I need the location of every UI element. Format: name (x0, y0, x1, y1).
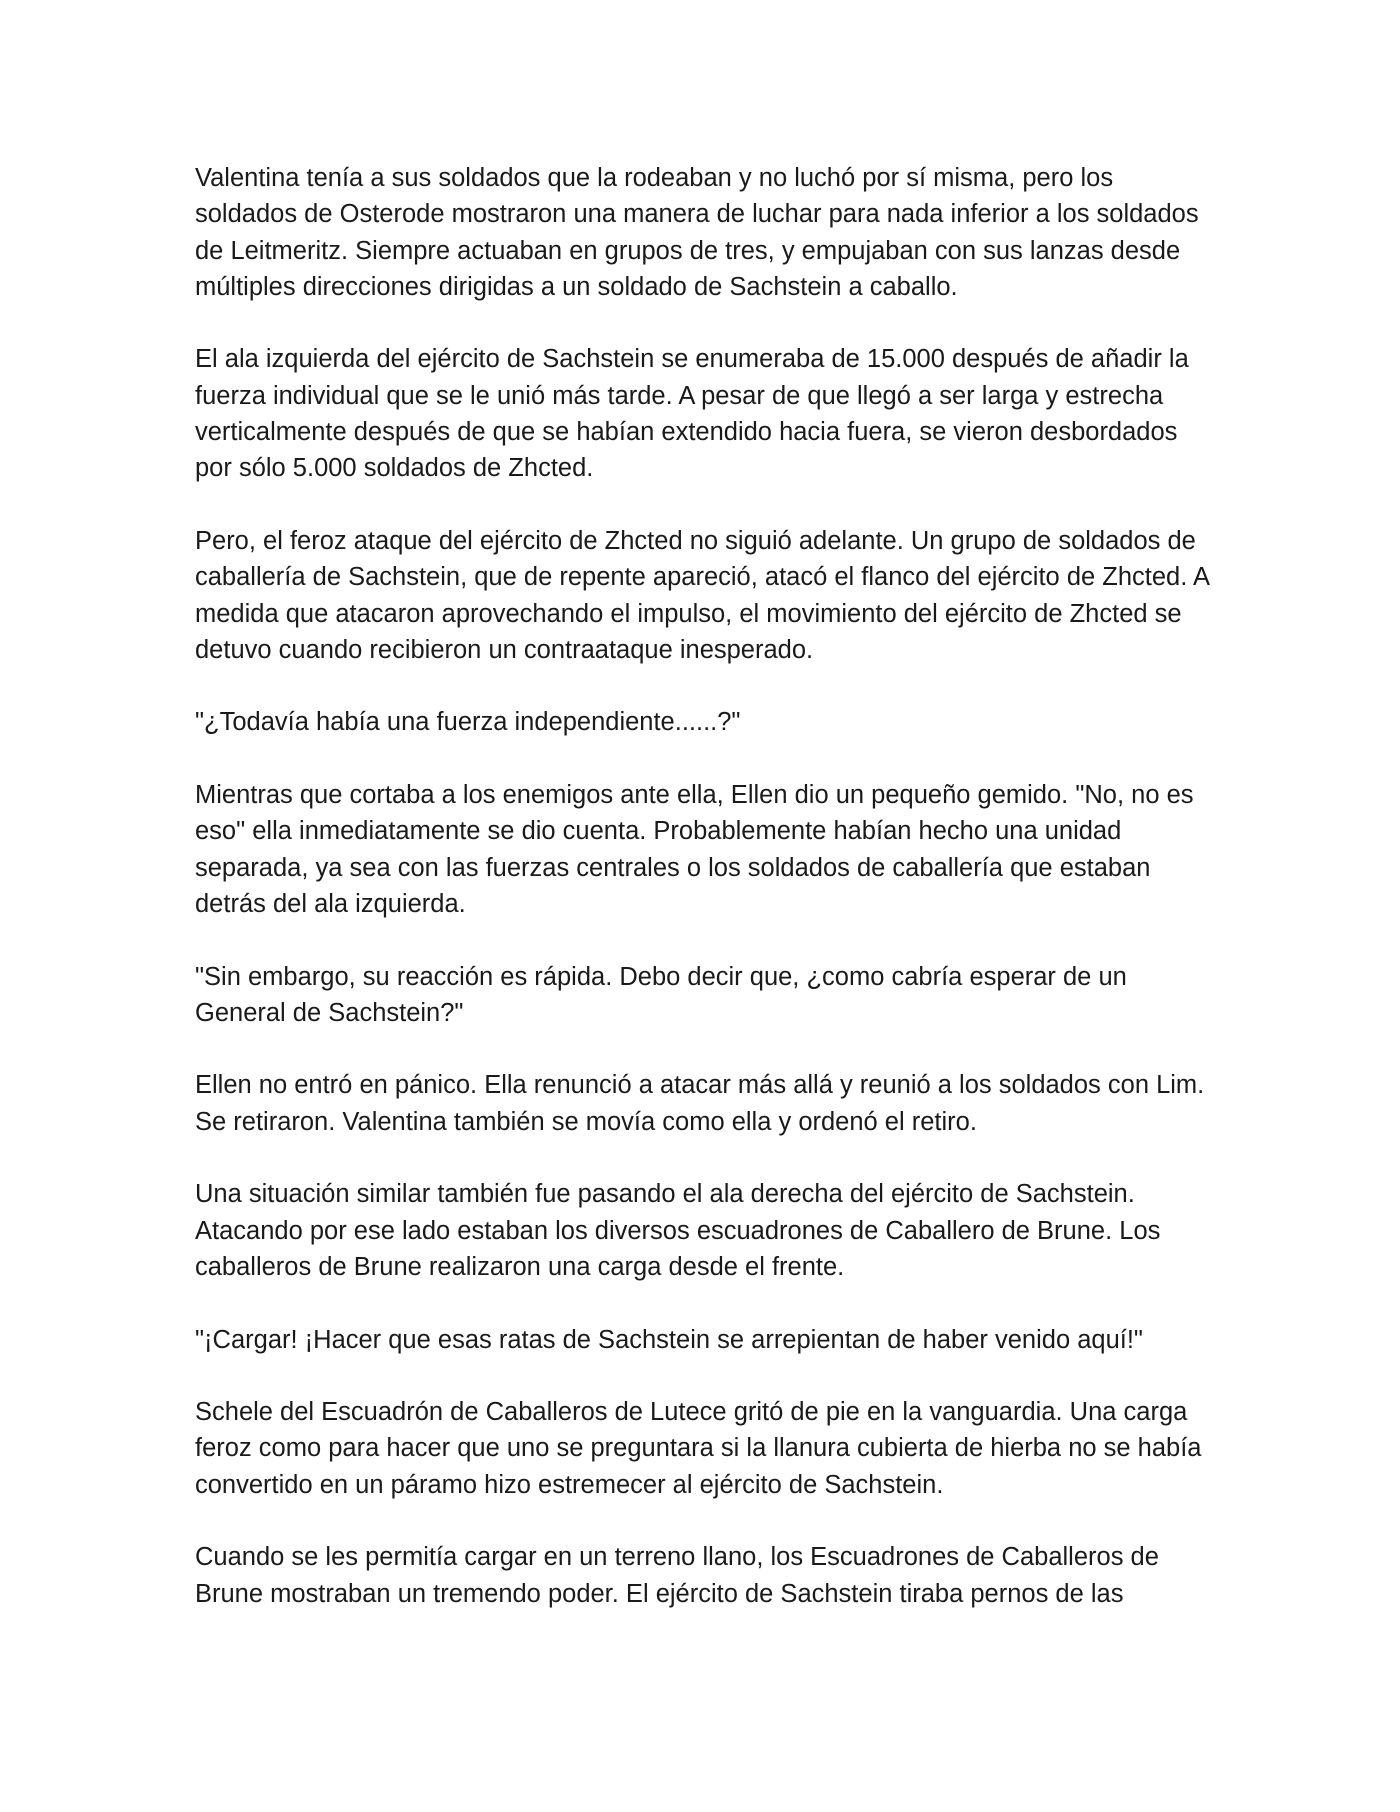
paragraph: Ellen no entró en pánico. Ella renunció a atacar más allá y reunió a los soldados con Lim. Se retiraron. Valentina también se movía como ella y ordenó el retiro. (195, 1071, 1205, 1136)
paragraph: Una situación similar también fue pasando el ala derecha del ejército de Sachstein. Atacando por ese lado estaban los diversos escuadrones de Caballero de Brune. Los caballeros de Brune realizaron una carga desde el frente. (195, 1180, 1161, 1281)
dialogue-paragraph: "¿Todavía había una fuerza independiente......?" (195, 708, 741, 737)
paragraph: Pero, el feroz ataque del ejército de Zhcted no siguió adelante. Un grupo de soldados de caballería de Sachstein, que de repente apareció, atacó el flanco del ejército de Zhcted. A medida que atacaron aprovechando el impulso, el movimiento del ejército de Zhcted se detuvo cuando recibieron un contraataque inesperado. (195, 526, 1209, 664)
dialogue-paragraph: "Sin embargo, su reacción es rápida. Debo decir que, ¿como cabría esperar de un General de Sachstein?" (195, 962, 1127, 1027)
paragraph: Schele del Escuadrón de Caballeros de Lutece gritó de pie en la vanguardia. Una carga feroz como para hacer que uno se preguntara si la llanura cubierta de hierba no se había convertido en un páramo hizo estremecer al ejército de Sachstein. (195, 1398, 1202, 1499)
document-body (195, 160, 1210, 1612)
paragraph: Cuando se les permitía cargar en un terreno llano, los Escuadrones de Caballeros de Brune mostraban un tremendo poder. El ejército de Sachstein tiraba pernos de las (195, 1543, 1159, 1608)
dialogue-paragraph: "¡Cargar! ¡Hacer que esas ratas de Sachstein se arrepientan de haber venido aquí!" (195, 1325, 1143, 1354)
paragraph: Mientras que cortaba a los enemigos ante ella, Ellen dio un pequeño gemido. "No, no es eso" ella inmediatamente se dio cuenta. Probablemente habían hecho una unidad separada, ya sea con las fuerzas centrales o los soldados de caballería que estaban detrás del ala izquierda. (195, 781, 1194, 918)
paragraph: El ala izquierda del ejército de Sachstein se enumeraba de 15.000 después de añadir la fuerza individual que se le unió más tarde. A pesar de que llegó a ser larga y estrecha verticalmente después de que se habían extendido hacia fuera, se vieron desbordados por sólo 5.000 soldados de Zhcted. (195, 345, 1189, 483)
paragraph: Valentina tenía a sus soldados que la rodeaban y no luchó por sí misma, pero los soldados de Osterode mostraron una manera de luchar para nada inferior a los soldados de Leitmeritz. Siempre actuaban en grupos de tres, y empujaban con sus lanzas desde múltiples direcciones dirigidas a un soldado de Sachstein a caballo. (195, 164, 1199, 301)
